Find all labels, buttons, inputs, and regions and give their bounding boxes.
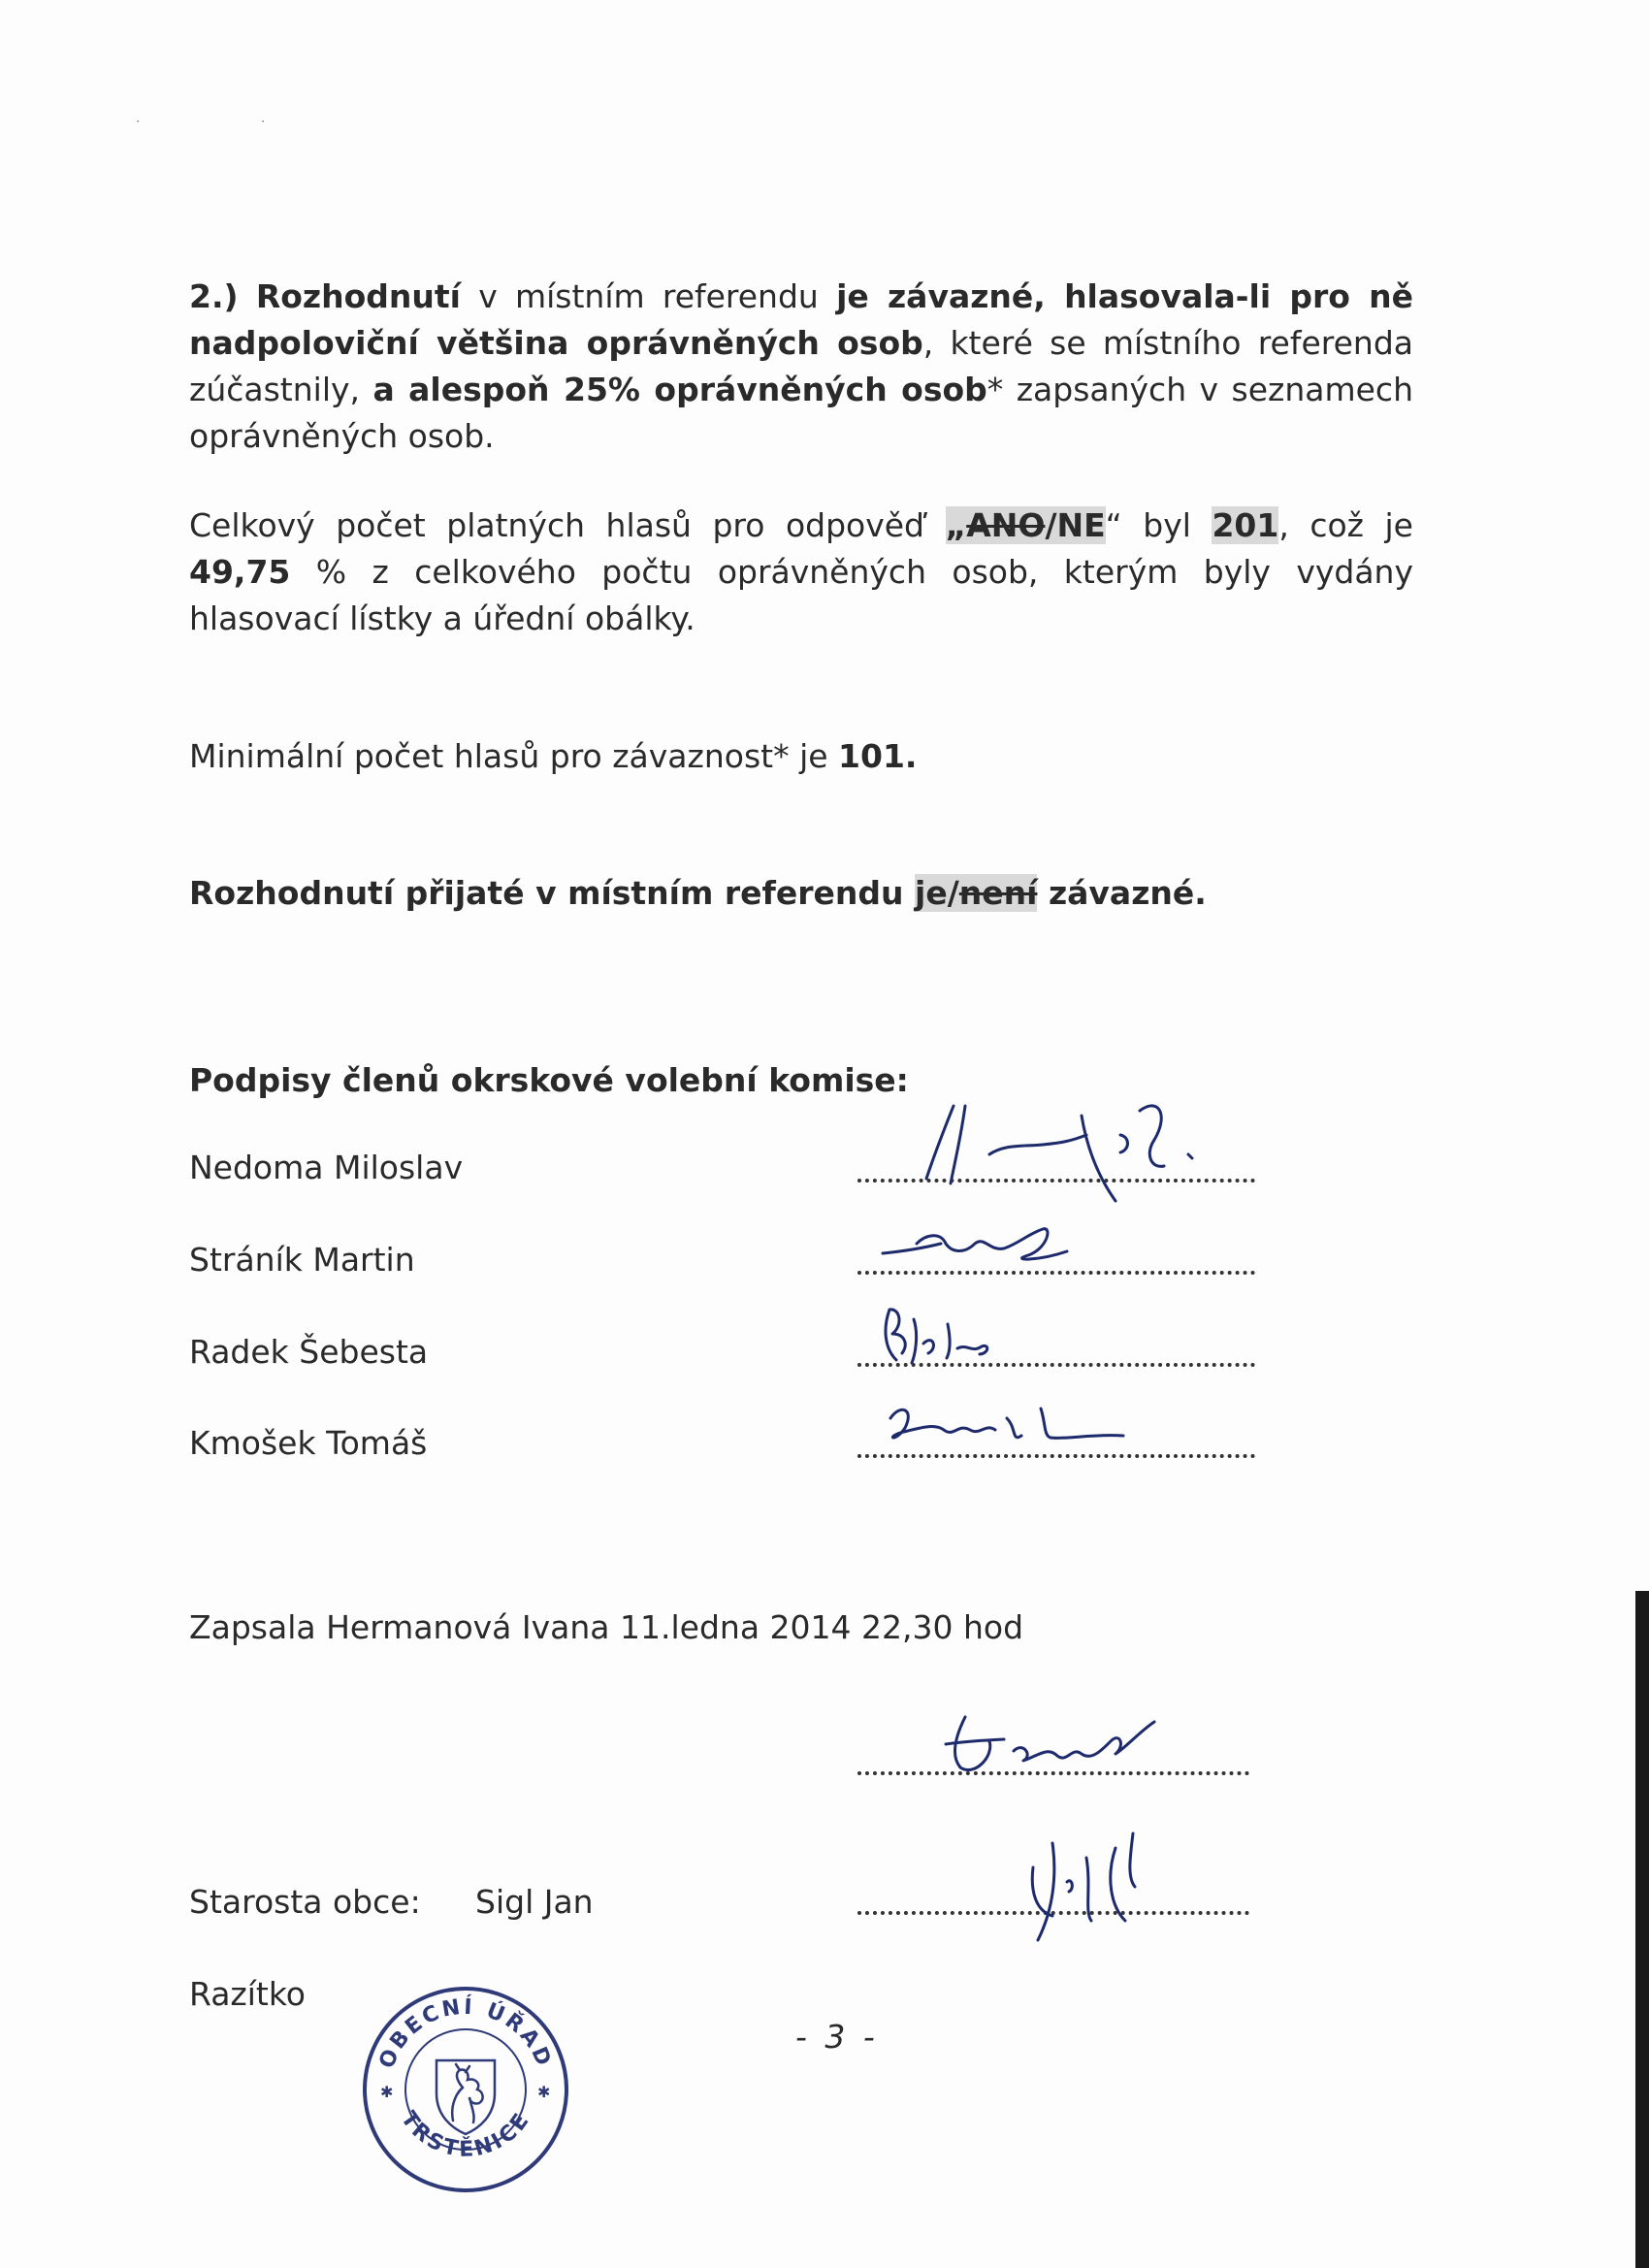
paragraph-decision: Rozhodnutí přijaté v místním referendu je/není závazné. [189, 874, 1207, 912]
minimum-votes: 101. [838, 737, 918, 775]
member-name: Stráník Martin [189, 1241, 415, 1279]
page-number: - 3 - [795, 2018, 879, 2056]
paragraph-minimum-votes: Minimální počet hlasů pro závaznost* je 101. [189, 737, 918, 775]
scan-edge [1635, 1591, 1649, 2268]
member-name: Kmošek Tomáš [189, 1424, 428, 1462]
handwritten-signature [861, 1389, 1143, 1462]
handwritten-signature [875, 1290, 1001, 1377]
stamp-bottom-text: TRSTĚNICE [395, 2107, 536, 2162]
mayor-name: Sigl Jan [475, 1883, 594, 1921]
stamp-label: Razítko [189, 1975, 306, 2013]
paragraph-binding-condition: 2.) Rozhodnutí v místním referendu je závazné, hlasovala-li pro ně nadpoloviční většina oprávněných osob, které se místního referenda zúčastnily, a alespoň 25% oprávněných osob* zapsaných v seznamech oprávněných osob. [189, 277, 1414, 455]
answer-options: „ANO/NE [945, 506, 1106, 544]
section-number: 2.) [189, 277, 239, 315]
handwritten-signature [897, 1077, 1246, 1203]
record-note: Zapsala Hermanová Ivana 11.ledna 2014 22,30 hod [189, 1608, 1024, 1646]
handwritten-signature [873, 1215, 1086, 1278]
svg-text:✱: ✱ [380, 2083, 394, 2101]
member-name: Radek Šebesta [189, 1333, 429, 1371]
official-stamp [361, 1985, 570, 2194]
vote-count: 201 [1212, 506, 1279, 544]
svg-text:✱: ✱ [537, 2083, 551, 2101]
mayor-label: Starosta obce: [189, 1883, 421, 1921]
handwritten-signature [926, 1707, 1169, 1785]
coat-of-arms-icon [436, 2060, 495, 2134]
member-name: Nedoma Miloslav [189, 1149, 464, 1186]
decision-choice: je/není [915, 874, 1038, 912]
stamp-top-text: OBECNÍ ÚŘAD [374, 1994, 557, 2072]
paragraph-vote-count: Celkový počet platných hlasů pro odpověď „ANO/NE“ byl 201, což je 49,75 % z celkového počtu oprávněných osob, kterým byly vydány hlasovací lístky a úřední obálky. [189, 506, 1413, 637]
handwritten-signature [999, 1829, 1169, 1945]
signatures-heading: Podpisy členů okrskové volební komise: [189, 1061, 909, 1099]
scan-specks: · · [136, 114, 324, 130]
vote-percent: 49,75 [189, 553, 291, 591]
